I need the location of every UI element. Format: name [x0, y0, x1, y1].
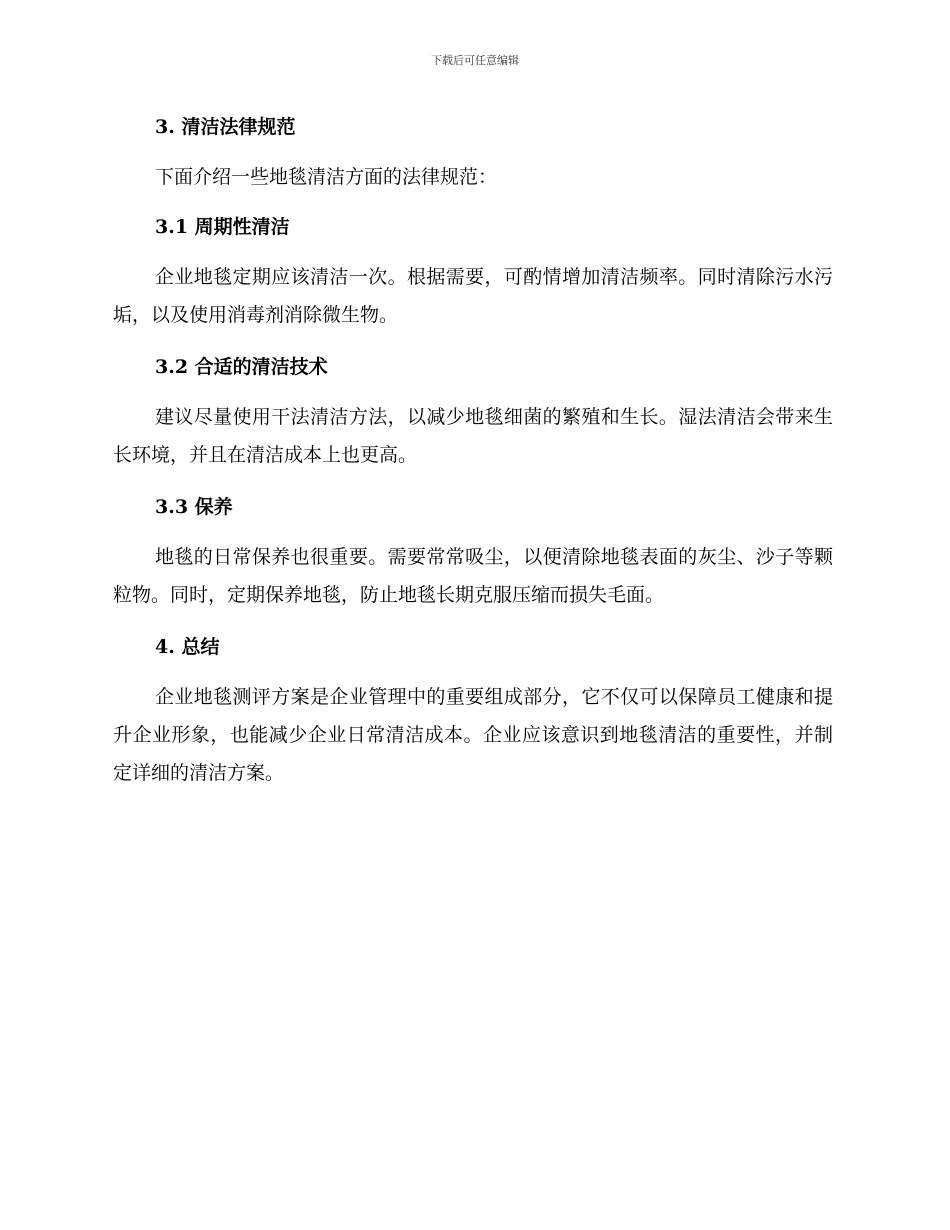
section-heading-3-3: 3.3 保养	[155, 496, 233, 518]
section-3-3-body: 地毯的日常保养也很重要。需要常常吸尘，以便清除地毯表面的灰尘、沙子等颗粒物。同时，定期保养地毯，防止地毯长期克服压缩而损失毛面。	[113, 546, 833, 606]
section-4-body: 企业地毯测评方案是企业管理中的重要组成部分，它不仅可以保障员工健康和提升企业形象，也能减少企业日常清洁成本。企业应该意识到地毯清洁的重要性，并制定详细的清洁方案。	[113, 686, 833, 784]
page-header: 下载后可任意编辑	[431, 54, 519, 67]
section-3-2-body: 建议尽量使用干法清洁方法，以减少地毯细菌的繁殖和生长。湿法清洁会带来生长环境，并且在清洁成本上也更高。	[113, 406, 833, 466]
section-heading-4: 4. 总结	[155, 636, 220, 658]
section-3-intro: 下面介绍一些地毯清洁方面的法律规范：	[155, 166, 498, 188]
section-3-1-body: 企业地毯定期应该清洁一次。根据需要，可酌情增加清洁频率。同时清除污水污垢，以及使用消毒剂消除微生物。	[113, 266, 833, 326]
section-heading-3-2: 3.2 合适的清洁技术	[155, 356, 328, 378]
section-heading-3-1: 3.1 周期性清洁	[155, 216, 290, 238]
section-heading-3: 3. 清洁法律规范	[155, 116, 296, 138]
document-body	[113, 110, 833, 792]
